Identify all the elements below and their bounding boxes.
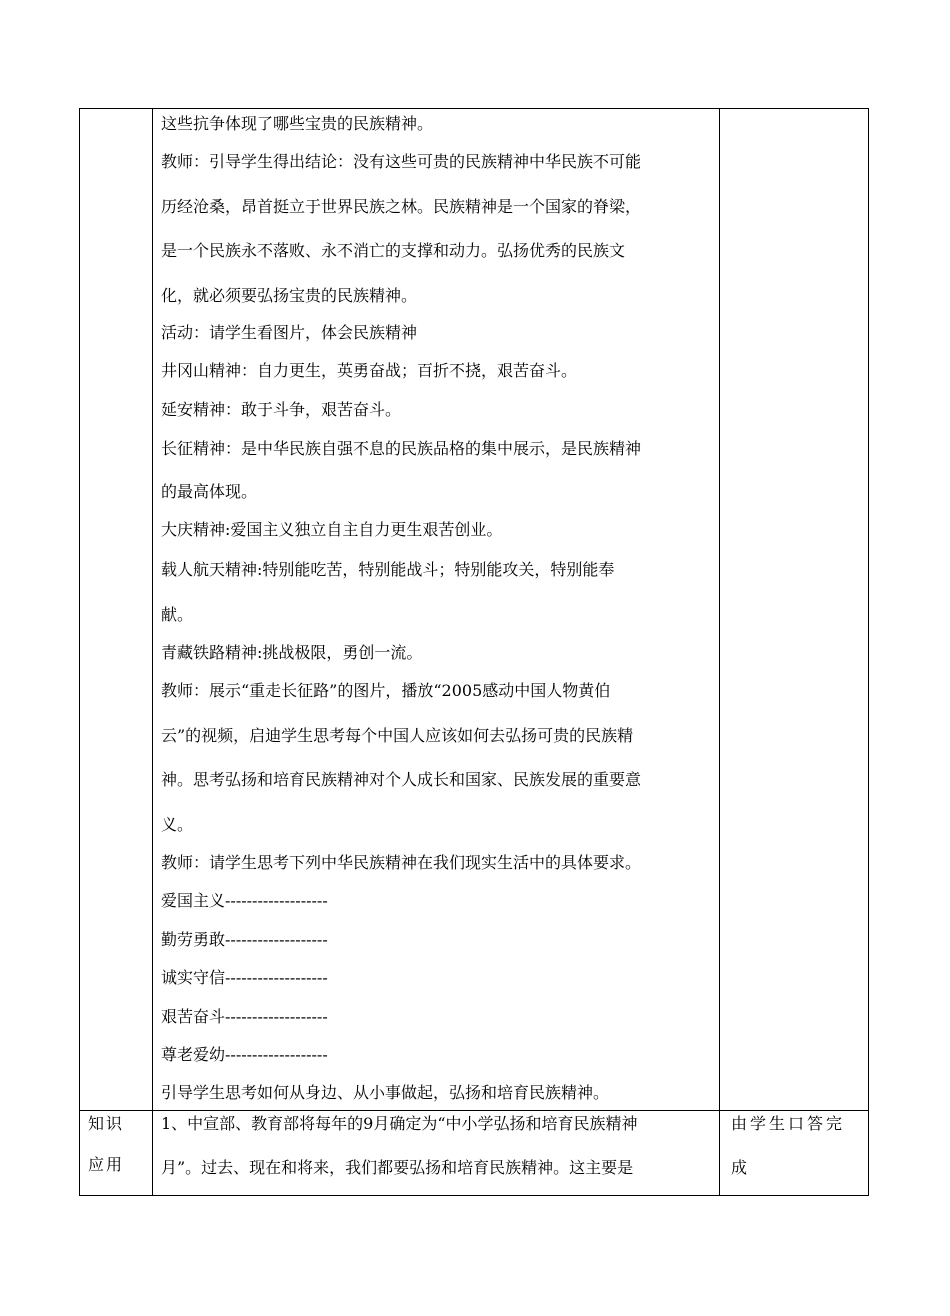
text-line: 尊老爱幼------------------- bbox=[161, 1045, 328, 1064]
text-line: 大庆精神:爱国主义独立自主自力更生艰苦创业。 bbox=[161, 520, 503, 539]
text-line: 化，就必须要弘扬宝贵的民族精神。 bbox=[161, 286, 418, 305]
text-line: 月”。过去、现在和将来，我们都要弘扬和培育民族精神。这主要是 bbox=[161, 1158, 634, 1177]
text-line: 教师：展示“重走长征路”的图片，播放“2005感动中国人物黄伯 bbox=[161, 681, 611, 700]
text-line: 的最高体现。 bbox=[161, 482, 258, 501]
text-line: 教师：请学生思考下列中华民族精神在我们现实生活中的具体要求。 bbox=[161, 853, 642, 872]
text-line: 是一个民族永不落败、永不消亡的支撑和动力。弘扬优秀的民族文 bbox=[161, 241, 626, 260]
text-line: 义。 bbox=[161, 815, 194, 834]
section-label: 应用 bbox=[88, 1155, 125, 1174]
text-line: 诚实守信------------------- bbox=[161, 968, 328, 987]
text-line: 长征精神：是中华民族自强不息的民族品格的集中展示，是民族精神 bbox=[161, 439, 642, 458]
label-cell-empty bbox=[80, 109, 153, 1111]
text-line: 活动：请学生看图片，体会民族精神 bbox=[161, 323, 418, 342]
text-line: 艰苦奋斗------------------- bbox=[161, 1007, 328, 1026]
text-line: 教师：引导学生得出结论：没有这些可贵的民族精神中华民族不可能 bbox=[161, 152, 642, 171]
text-line: 这些抗争体现了哪些宝贵的民族精神。 bbox=[161, 114, 434, 133]
text-line: 延安精神：敢于斗争，艰苦奋斗。 bbox=[161, 400, 402, 419]
text-line: 载人航天精神:特别能吃苦，特别能战斗；特别能攻关，特别能奉 bbox=[161, 560, 615, 579]
text-line: 井冈山精神：自力更生，英勇奋战；百折不挠，艰苦奋斗。 bbox=[161, 361, 578, 380]
note-text: 由学生口答完 bbox=[731, 1114, 846, 1133]
text-line: 献。 bbox=[161, 605, 194, 624]
text-line: 神。思考弘扬和培育民族精神对个人成长和国家、民族发展的重要意 bbox=[161, 770, 642, 789]
text-line: 勤劳勇敢------------------- bbox=[161, 930, 328, 949]
note-cell-empty bbox=[720, 109, 869, 1111]
note-text: 成 bbox=[731, 1158, 748, 1177]
text-line: 云”的视频，启迪学生思考每个中国人应该如何去弘扬可贵的民族精 bbox=[161, 726, 634, 745]
text-line: 引导学生思考如何从身边、从小事做起，弘扬和培育民族精神。 bbox=[161, 1083, 610, 1102]
text-line: 历经沧桑，昂首挺立于世界民族之林。民族精神是一个国家的脊梁， bbox=[161, 197, 642, 216]
text-line: 青藏铁路精神:挑战极限，勇创一流。 bbox=[161, 643, 423, 662]
section-label: 知识 bbox=[88, 1114, 125, 1133]
text-line: 1、中宣部、教育部将每年的9月确定为“中小学弘扬和培育民族精神 bbox=[161, 1114, 638, 1133]
text-line: 爱国主义------------------- bbox=[161, 891, 328, 910]
